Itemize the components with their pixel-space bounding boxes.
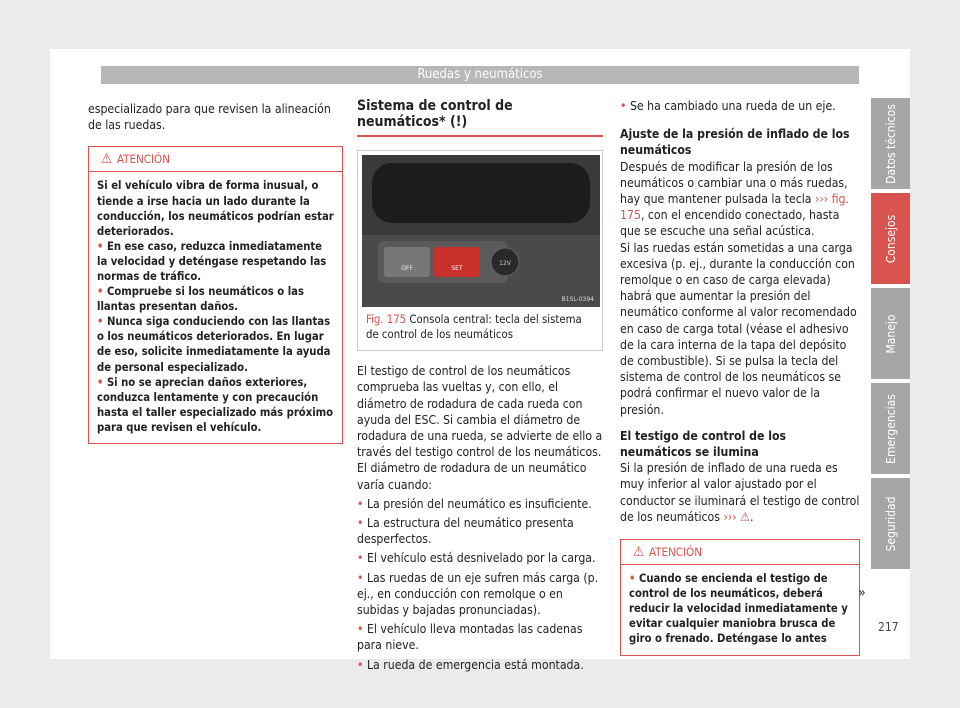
- warning-title: ATENCIÓN: [649, 545, 702, 560]
- socket-12v-label: 12V: [499, 260, 511, 268]
- button-set-label: SET: [451, 265, 463, 273]
- chapter-header: Ruedas y neumáticos: [101, 66, 859, 84]
- figure-code: B1SL-0394: [561, 296, 594, 304]
- figure-caption: [358, 311, 602, 350]
- warning-box: [620, 539, 860, 655]
- column-left: [88, 101, 343, 444]
- list-item: • El vehículo lleva montadas las cadenas para nieve.: [357, 622, 583, 653]
- intro-text: especializado para que revisen la alineación de las ruedas.: [88, 102, 331, 133]
- bullet-icon: •: [97, 285, 107, 299]
- bullet-icon: •: [629, 572, 639, 586]
- tab-seguridad[interactable]: Seguridad: [871, 478, 910, 569]
- figure-caption-text: Consola central: tecla del sistema de control de los neumáticos: [366, 313, 582, 341]
- section-title: Sistema de control de neumáticos* (!): [357, 98, 603, 137]
- paragraph: Si las ruedas están sometidas a una carga excesiva (p. ej., durante la conducción con remolque o en caso de carga elevada) habrá que aumentar la presión del neumático conforme al valor recomendado en caso de carga total (véase el adhesivo de la cara interna de la tapa del depósito de combustible). Si se pulsa la tecla del sistema de control de los neumáticos se podrá confirmar el nuevo valor de la presión.: [620, 240, 857, 417]
- tab-datos-tecnicos[interactable]: Datos técnicos: [871, 98, 910, 189]
- list-item: • Cuando se encienda el testigo de control de los neumáticos, deberá reducir la velocidad inmediatamente y evitar cualquier maniobra brusca de giro o frenado. Deténgase lo antes: [629, 572, 848, 646]
- list-item: • Las ruedas de un eje sufren más carga (p. ej., en conducción con remolque o en subidas y bajadas pronunciadas).: [357, 570, 599, 618]
- tab-emergencias[interactable]: Emergencias: [871, 383, 910, 474]
- list-item: • La presión del neumático es insuficiente.: [357, 496, 592, 511]
- column-right: [620, 98, 860, 656]
- bullet-icon: •: [97, 239, 107, 253]
- paragraph: Después de modificar la presión de los neumáticos o cambiar una o más ruedas, hay que mantener pulsada la tecla ››› fig. 175, con el encendido conectado, hasta que se escuche una señal acústica.: [620, 159, 849, 239]
- page-number: 217: [878, 620, 899, 634]
- figure: [357, 150, 603, 351]
- warning-header: [89, 147, 342, 172]
- list-item: • Compruebe si los neumáticos o las llantas presentan daños.: [97, 285, 304, 314]
- paragraph: Si la presión de inflado de una rueda es muy inferior al valor ajustado por el conductor se iluminará el testigo de control de los neumáticos ››› ⚠.: [620, 461, 860, 524]
- bullet-icon: •: [357, 516, 367, 531]
- body-text: El testigo de control de los neumáticos comprueba las vueltas y, con ello, el diámetro de rodadura de cada rueda con ayuda del ESC. Si cambia el diámetro de rodadura de una rueda, se advierte de ello a través del testigo control de los neumáticos. El diámetro de rodadura de un neumático varía cuando:: [357, 364, 603, 492]
- subheading-pressure: Ajuste de la presión de inflado de los neumáticos: [620, 127, 850, 158]
- list-item: • El vehículo está desnivelado por la carga.: [357, 551, 596, 566]
- bullet-icon: •: [357, 551, 367, 566]
- list-item: • En ese caso, reduzca inmediatamente la velocidad y deténgase respetando las normas de tráfico.: [97, 239, 327, 283]
- subheading-warning-light: El testigo de control de los neumáticos se ilumina: [620, 428, 787, 460]
- list-item: • Nunca siga conduciendo con las llantas o los neumáticos deteriorados. En lugar de eso, solicite inmediatamente la ayuda de personal especializado.: [97, 315, 331, 374]
- list-item: • Se ha cambiado una rueda de un eje.: [620, 99, 836, 113]
- bullet-icon: •: [357, 496, 367, 511]
- side-tabs: [871, 98, 910, 573]
- console-photo: [362, 155, 600, 307]
- button-off-label: OFF: [401, 265, 413, 273]
- console-illustration: [362, 155, 600, 307]
- tire-pressure-icon: (!): [450, 114, 468, 131]
- tab-consejos[interactable]: Consejos: [871, 193, 910, 284]
- column-middle: [357, 98, 603, 673]
- bullet-icon: •: [620, 99, 630, 113]
- continue-arrow-icon: »: [858, 585, 866, 601]
- warning-box: [88, 146, 343, 444]
- list-item: • Si no se aprecian daños exteriores, conduzca lentamente y con precaución hasta el taller especializado más próximo para que revisen el vehículo.: [97, 375, 334, 434]
- list-item: • La rueda de emergencia está montada.: [357, 657, 584, 672]
- bullet-icon: •: [357, 570, 367, 585]
- bullet-icon: •: [357, 657, 367, 672]
- warning-triangle-icon: ⚠: [633, 544, 645, 561]
- bullet-icon: •: [97, 315, 107, 329]
- warning-reference-icon[interactable]: ››› ⚠: [723, 509, 750, 524]
- warning-header: [621, 540, 859, 565]
- warning-body: [621, 565, 859, 654]
- warning-body: [89, 172, 342, 443]
- bullet-icon: •: [97, 375, 107, 389]
- figure-label: Fig. 175: [366, 313, 407, 327]
- figure-reference-link[interactable]: ››› fig. 175: [620, 192, 849, 223]
- warning-lead: Si el vehículo vibra de forma inusual, o tiende a irse hacia un lado durante la conducción, los neumáticos podrían estar deteriorados.: [97, 179, 334, 238]
- tab-manejo[interactable]: Manejo: [871, 288, 910, 379]
- bullet-icon: •: [357, 622, 367, 637]
- warning-title: ATENCIÓN: [117, 152, 170, 167]
- warning-triangle-icon: ⚠: [101, 151, 113, 168]
- list-item: • La estructura del neumático presenta desperfectos.: [357, 516, 574, 547]
